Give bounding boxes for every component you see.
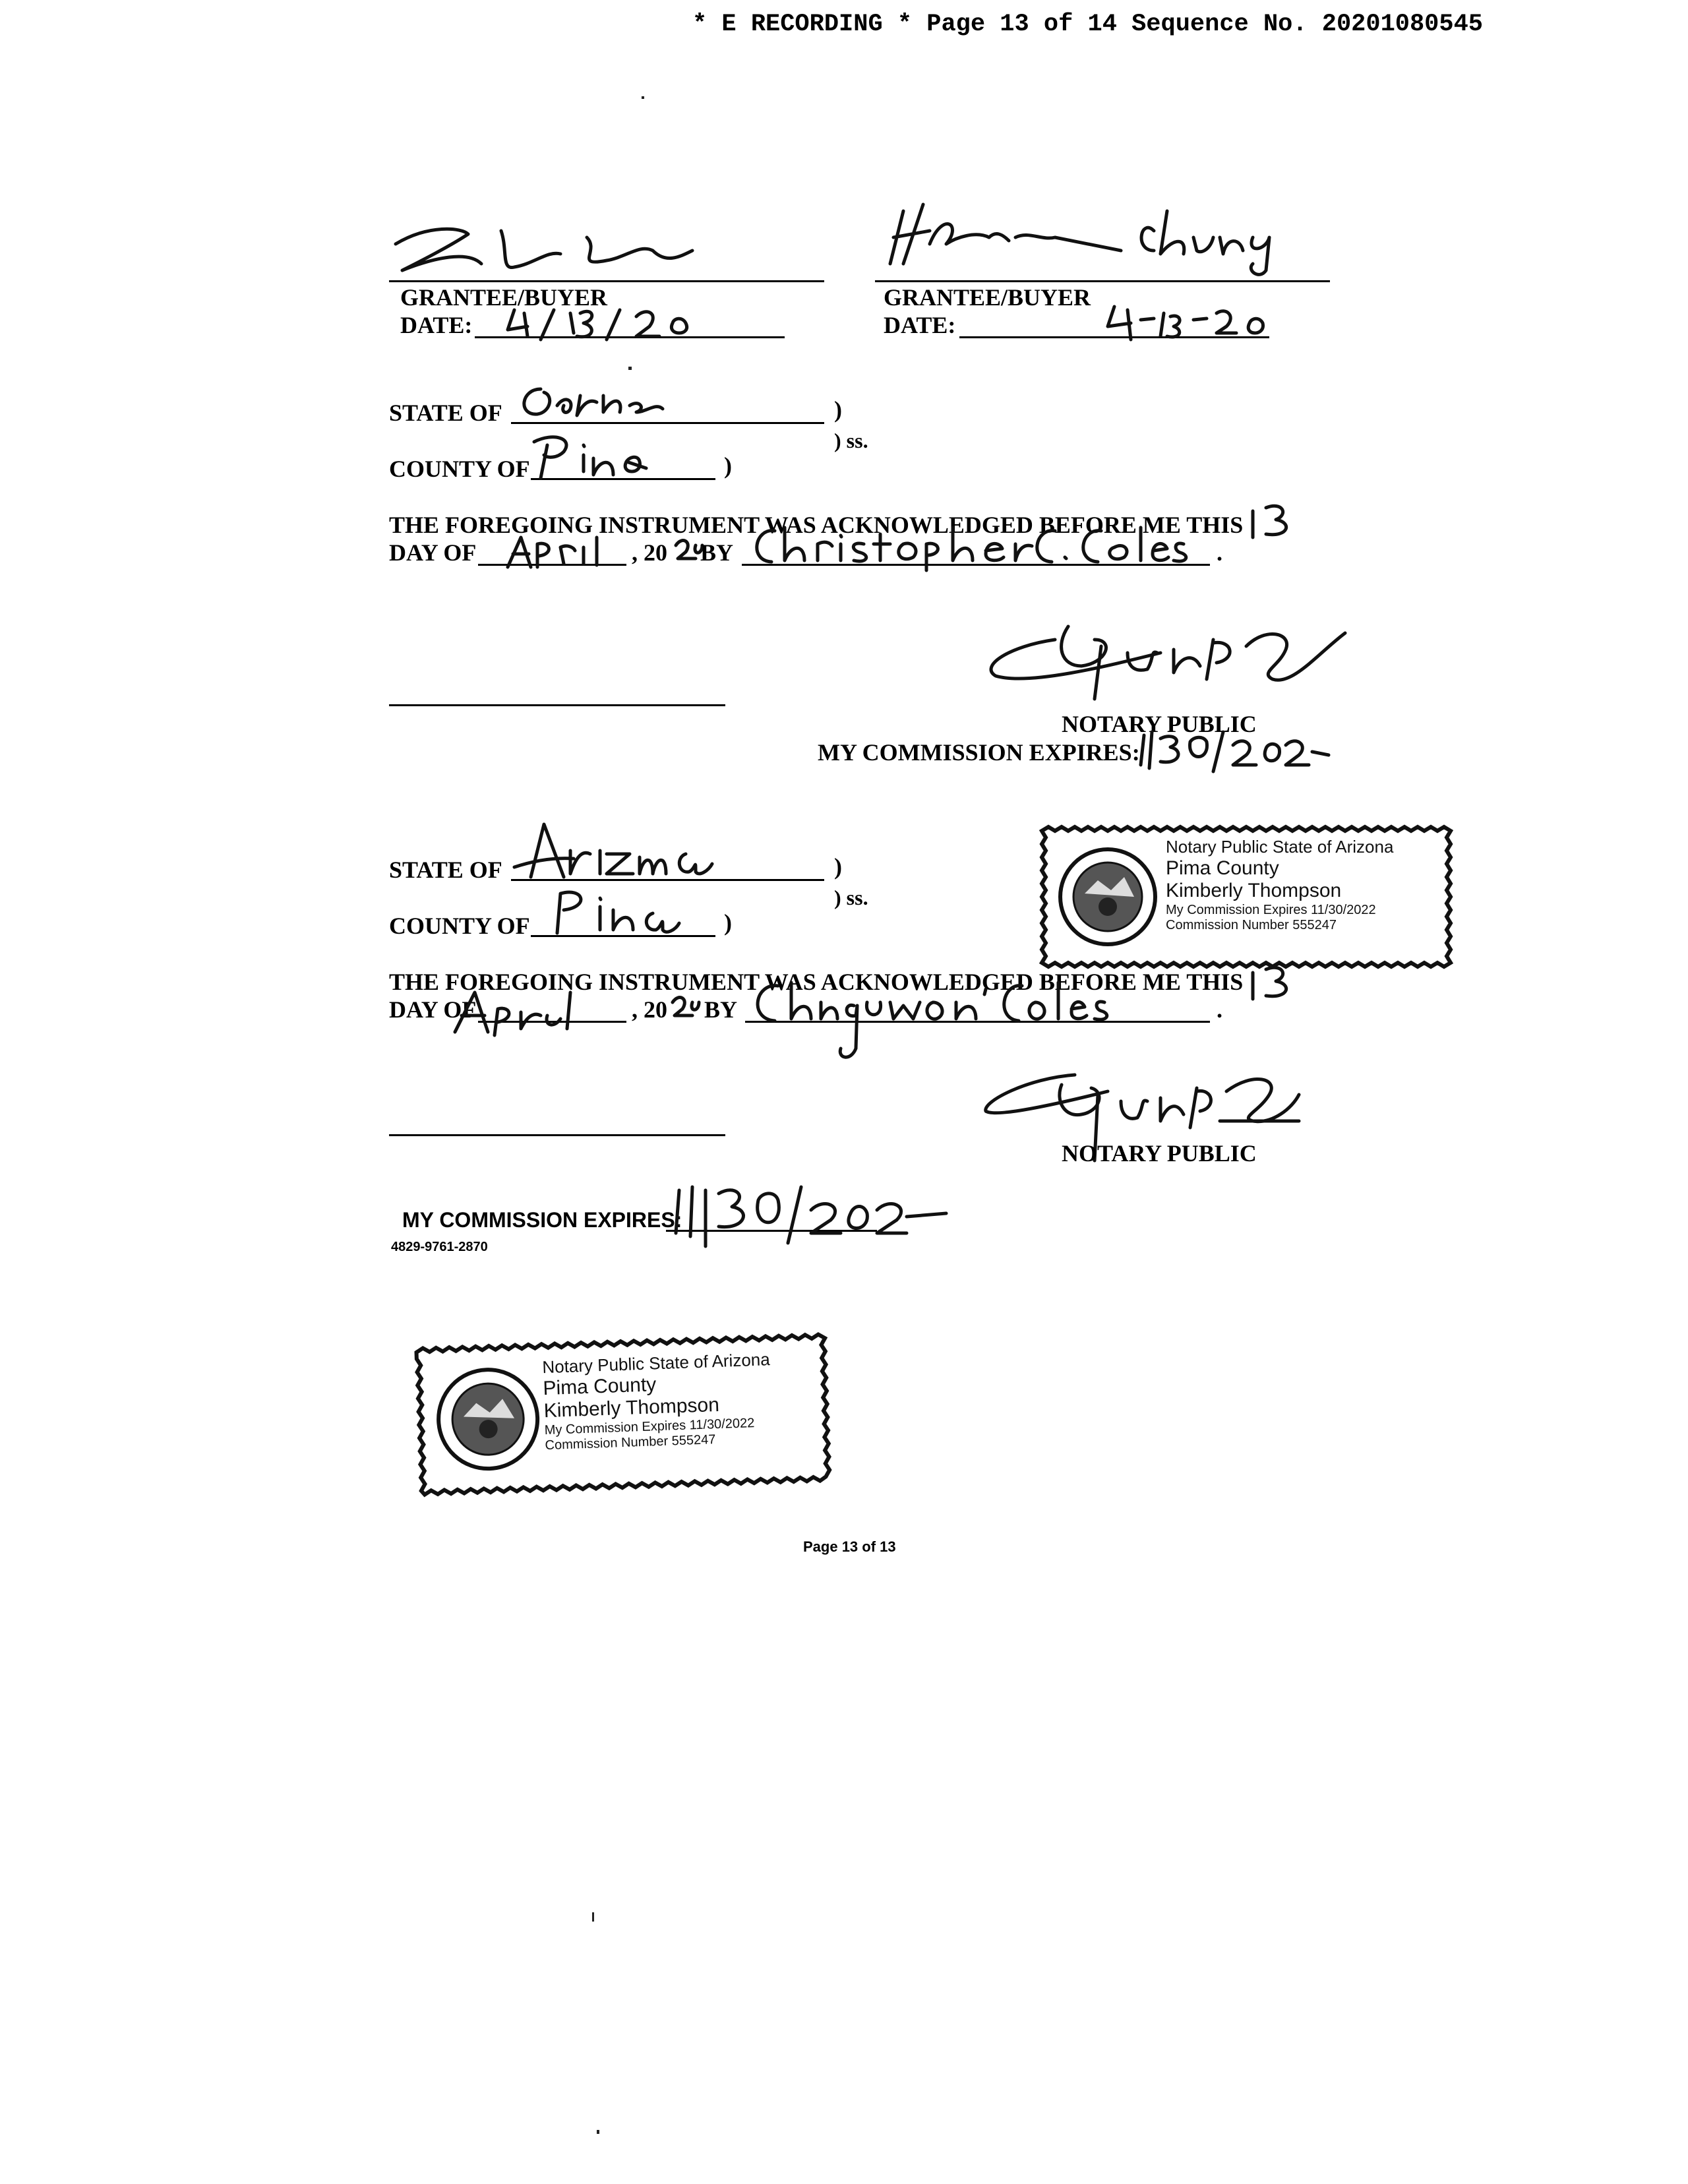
state-of-label-1: STATE OF: [389, 400, 502, 426]
date-label-right: DATE:: [884, 312, 956, 338]
state-of-label-2: STATE OF: [389, 857, 502, 883]
county-handwriting-2: [547, 884, 706, 936]
scan-speck: [592, 1912, 594, 1922]
stamp-line-1: Notary Public State of Arizona: [1166, 837, 1394, 857]
page-number: Page 13 of 13: [803, 1538, 896, 1555]
by-handwriting-2: [745, 976, 1114, 1068]
stamp2-line-1: Notary Public State of Arizona: [541, 1349, 771, 1378]
document-id: 4829-9761-2870: [391, 1240, 488, 1254]
state-line-1: [511, 422, 824, 424]
date-handwriting-left: [501, 303, 699, 343]
grantee-buyer-label-right: GRANTEE/BUYER: [884, 284, 1091, 311]
date-label-left: DATE:: [400, 312, 473, 338]
county-handwriting-1: [528, 429, 686, 481]
paren-1b: ): [724, 452, 732, 479]
year-prefix-2: , 20: [632, 996, 667, 1023]
stamp-line-3: Kimberly Thompson: [1166, 880, 1342, 902]
scan-speck: [597, 2130, 599, 2134]
ss-1: ) ss.: [834, 429, 868, 452]
stamp2-line-2: Pima County: [542, 1374, 657, 1400]
commission-handwriting-2: [669, 1180, 959, 1253]
commission-handwriting-1: [1137, 729, 1335, 775]
date-handwriting-right: [1101, 300, 1273, 346]
signature-line-left: [389, 280, 824, 282]
instrument-text-2: THE FOREGOING INSTRUMENT WAS ACKNOWLEDGED BEFORE ME THIS: [389, 969, 1244, 995]
scan-speck: [642, 96, 644, 99]
grantee-signature-right: [884, 191, 1332, 277]
paren-2b: ): [724, 909, 732, 936]
stamp-text-2: [542, 1350, 773, 1453]
paren-1a: ): [834, 396, 842, 423]
notary-sign-line-1: [389, 704, 725, 706]
period-2: .: [1217, 996, 1222, 1023]
day-handwriting-1: [1246, 501, 1306, 541]
day-of-label-1: DAY OF: [389, 539, 477, 566]
stamp-line-5: Commission Number 555247: [1166, 917, 1337, 932]
stamp-line-2: Pima County: [1166, 857, 1279, 879]
county-of-label-1: COUNTY OF: [389, 456, 530, 482]
signature-line-right: [875, 280, 1330, 282]
notary-public-label-2: NOTARY PUBLIC: [1062, 1140, 1257, 1167]
year-handwriting-2: [669, 992, 702, 1019]
commission-label-1: MY COMMISSION EXPIRES:: [818, 739, 1140, 766]
paren-2a: ): [834, 853, 842, 880]
year-prefix-1: , 20: [632, 539, 667, 566]
notary-stamp-2: [409, 1331, 837, 1498]
period-1: .: [1217, 539, 1222, 566]
state-handwriting-2: [508, 818, 725, 884]
notary-stamp-1: [1035, 824, 1457, 969]
day-of-label-2: DAY OF: [389, 996, 477, 1023]
grantee-buyer-label-left: GRANTEE/BUYER: [400, 284, 608, 311]
stamp2-line-3: Kimberly Thompson: [543, 1394, 720, 1422]
by-handwriting-1: [745, 521, 1193, 574]
by-label-2: BY: [704, 996, 738, 1023]
stamp-line-4: My Commission Expires 11/30/2022: [1166, 902, 1376, 917]
notary-signature-1: [976, 613, 1358, 706]
recording-header: * E RECORDING * Page 13 of 14 Sequence No. 20201080545: [692, 11, 1483, 38]
stamp2-line-4: My Commission Expires 11/30/2022: [544, 1415, 755, 1438]
stamp2-line-5: Commission Number 555247: [545, 1432, 716, 1453]
notary-sign-line-2: [389, 1134, 725, 1136]
stamp-text-1: [1166, 837, 1393, 933]
notary-public-label-1: NOTARY PUBLIC: [1062, 711, 1257, 737]
ss-2: ) ss.: [834, 886, 868, 909]
state-handwriting-1: [514, 382, 712, 422]
month-handwriting-1: [501, 531, 633, 570]
scan-speck: [628, 367, 632, 370]
by-label-1: BY: [700, 539, 734, 566]
instrument-text-1: THE FOREGOING INSTRUMENT WAS ACKNOWLEDGED BEFORE ME THIS: [389, 512, 1244, 538]
county-of-label-2: COUNTY OF: [389, 913, 530, 939]
month-handwriting-2: [448, 986, 607, 1039]
grantee-signature-left: [389, 211, 811, 284]
commission-label-2: MY COMMISSION EXPIRES:: [402, 1208, 682, 1232]
